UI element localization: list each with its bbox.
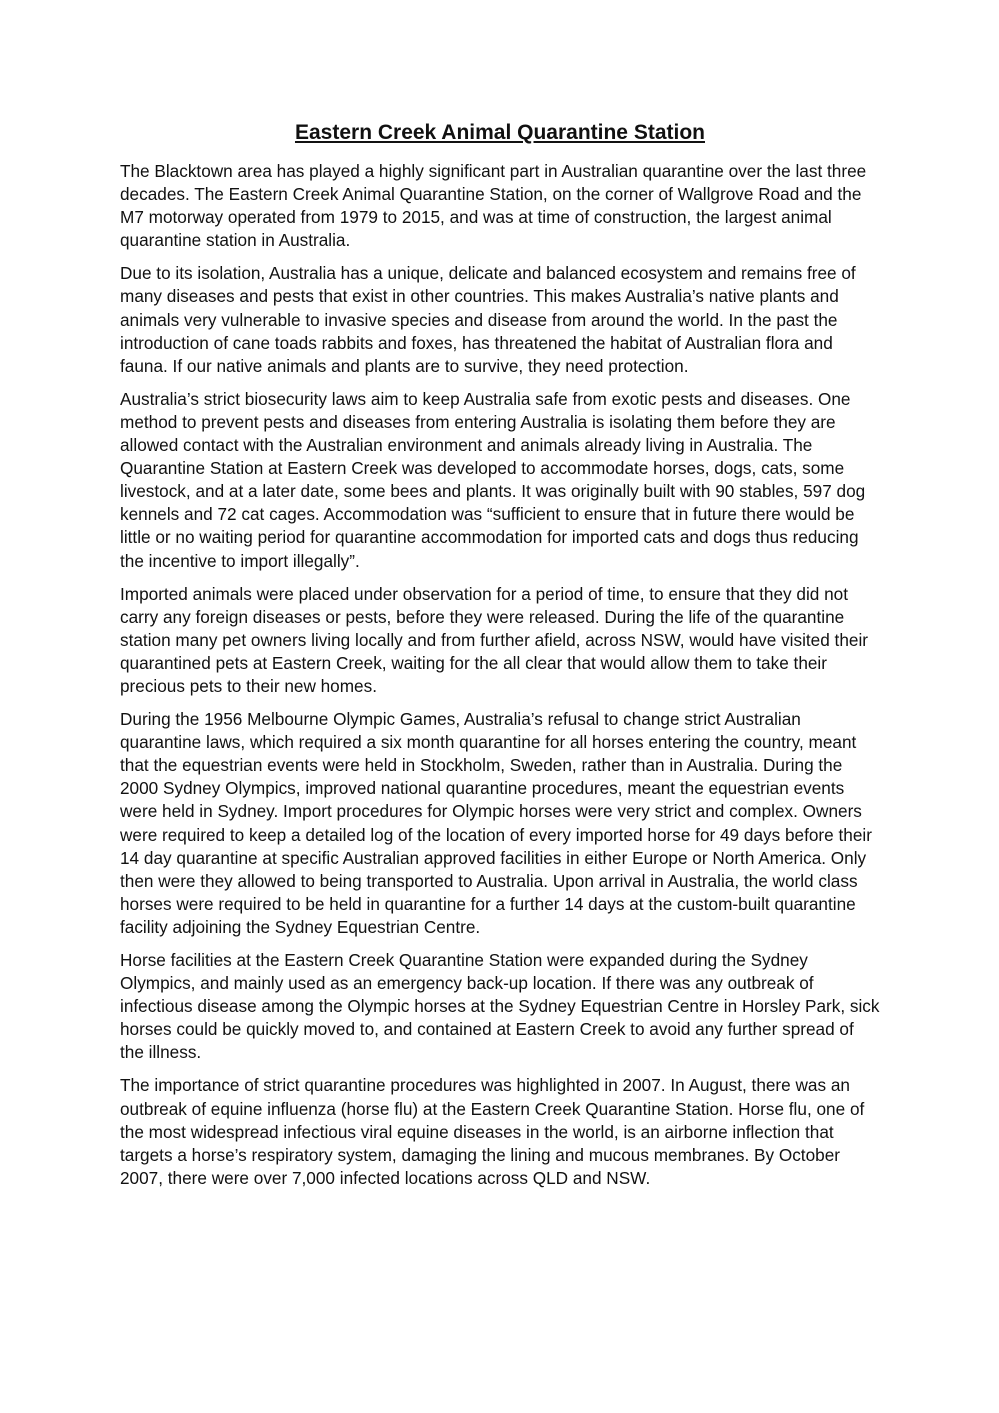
paragraph-olympics: During the 1956 Melbourne Olympic Games, Australia’s refusal to change strict Australian quarantine laws, which required a six month quarantine for all horses entering the country, meant that the equestrian events were held in Stockholm, Sweden, rather than in Australia. During the 2000 Sydney Olympics, improved national quarantine procedures, meant the equestrian events were held in Sydney. Import procedures for Olympic horses were very strict and complex. Owners were required to keep a detailed log of the location of every imported horse for 49 days before their 14 day quarantine at specific Australian approved facilities in either Europe or North America. Only then were they allowed to being transported to Australia. Upon arrival in Australia, the world class horses were required to be held in quarantine for a further 14 days at the custom-built quarantine facility adjoining the Sydney Equestrian Centre. <box>120 709 872 937</box>
document-title: Eastern Creek Animal Quarantine Station <box>294 121 705 144</box>
paragraph-horse-facilities: Horse facilities at the Eastern Creek Quarantine Station were expanded during the Sydney Olympics, and mainly used as an emergency back-up location. If there was any outbreak of infectious disease among the Olympic horses at the Sydney Equestrian Centre in Horsley Park, sick horses could be quickly moved to, and contained at Eastern Creek to avoid any further spread of the illness. <box>120 950 880 1063</box>
paragraph-intro: The Blacktown area has played a highly significant part in Australian quarantine over the last three decades. The Eastern Creek Animal Quarantine Station, on the corner of Wallgrove Road and the M7 motorway operated from 1979 to 2015, and was at time of construction, the largest animal quarantine station in Australia. <box>120 161 867 251</box>
paragraph-imported-animals: Imported animals were placed under observation for a period of time, to ensure that they did not carry any foreign diseases or pests, before they were released. During the life of the quarantine station many pet owners living locally and from further afield, across NSW, would have visited their quarantined pets at Eastern Creek, waiting for the all clear that would allow them to take their precious pets to their new homes. <box>120 583 868 696</box>
paragraph-horse-flu: The importance of strict quarantine procedures was highlighted in 2007. In August, there was an outbreak of equine influenza (horse flu) at the Eastern Creek Quarantine Station. Horse flu, one of the most widespread infectious viral equine diseases in the world, is an airborne inflection that targets a horse’s respiratory system, damaging the lining and mucous membranes. By October 2007, there were over 7,000 infected locations across QLD and NSW. <box>120 1075 865 1188</box>
paragraph-biosecurity: Australia’s strict biosecurity laws aim to keep Australia safe from exotic pests and diseases. One method to prevent pests and diseases from entering Australia is isolating them before they are allowed contact with the Australian environment and animals already living in Australia. The Quarantine Station at Eastern Creek was developed to accommodate horses, dogs, cats, some livestock, and at a later date, some bees and plants. It was originally built with 90 stables, 597 dog kennels and 72 cat cages. Accommodation was “sufficient to ensure that in future there would be little or no waiting period for quarantine accommodation for imported cats and dogs thus reducing the incentive to import illegally”. <box>120 388 866 571</box>
document-page <box>120 118 880 1200</box>
paragraph-ecosystem: Due to its isolation, Australia has a unique, delicate and balanced ecosystem and remains free of many diseases and pests that exist in other countries. This makes Australia’s native plants and animals very vulnerable to invasive species and disease from around the world. In the past the introduction of cane toads rabbits and foxes, has threatened the habitat of Australian flora and fauna. If our native animals and plants are to survive, they need protection. <box>120 263 856 376</box>
